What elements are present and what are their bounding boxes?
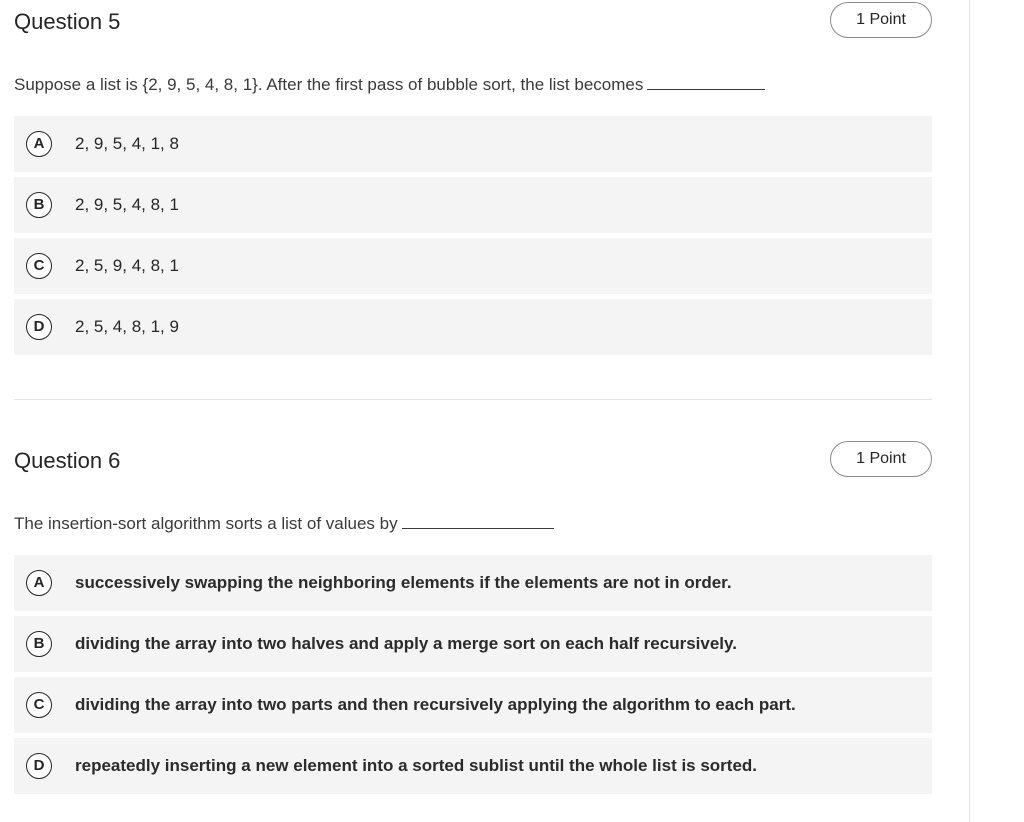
option-label: dividing the array into two halves and apply a merge sort on each half recursively. [75,634,737,653]
option-b[interactable] [14,177,932,233]
question-title: Question 5 [14,9,121,34]
option-c[interactable] [14,677,932,733]
question-5 [14,2,932,336]
question-header [14,2,932,42]
question-prompt: The insertion-sort algorithm sorts a list of values by [14,514,398,533]
option-b[interactable] [14,616,932,672]
option-label: 2, 9, 5, 4, 8, 1 [75,195,179,214]
points-badge: 1 Point [830,2,932,38]
option-letter-badge: B [26,192,52,218]
option-letter-badge: C [26,253,52,279]
option-list [14,116,932,360]
answer-blank [647,73,765,90]
option-letter-badge: A [26,131,52,157]
option-letter-badge: D [26,753,52,779]
answer-blank [402,512,554,529]
question-prompt: Suppose a list is {2, 9, 5, 4, 8, 1}. After the first pass of bubble sort, the list becomes [14,75,644,94]
question-divider [14,399,932,400]
question-6 [14,441,932,775]
panel-border [969,0,970,822]
option-letter-badge: A [26,570,52,596]
question-header [14,441,932,481]
option-c[interactable] [14,238,932,294]
option-label: 2, 5, 9, 4, 8, 1 [75,256,179,275]
option-label: 2, 9, 5, 4, 1, 8 [75,134,179,153]
option-label: dividing the array into two parts and then recursively applying the algorithm to each part. [75,695,796,714]
option-d[interactable] [14,738,932,794]
option-label: repeatedly inserting a new element into a sorted sublist until the whole list is sorted. [75,756,758,775]
option-a[interactable] [14,555,932,611]
option-letter-badge: B [26,631,52,657]
option-list [14,555,932,799]
option-a[interactable] [14,116,932,172]
points-badge: 1 Point [830,441,932,477]
option-label: 2, 5, 4, 8, 1, 9 [75,317,179,336]
question-text [14,512,554,535]
option-letter-badge: D [26,314,52,340]
option-label: successively swapping the neighboring elements if the elements are not in order. [75,573,732,592]
question-text [14,73,765,96]
question-title: Question 6 [14,448,121,473]
option-letter-badge: C [26,692,52,718]
option-d[interactable] [14,299,932,355]
